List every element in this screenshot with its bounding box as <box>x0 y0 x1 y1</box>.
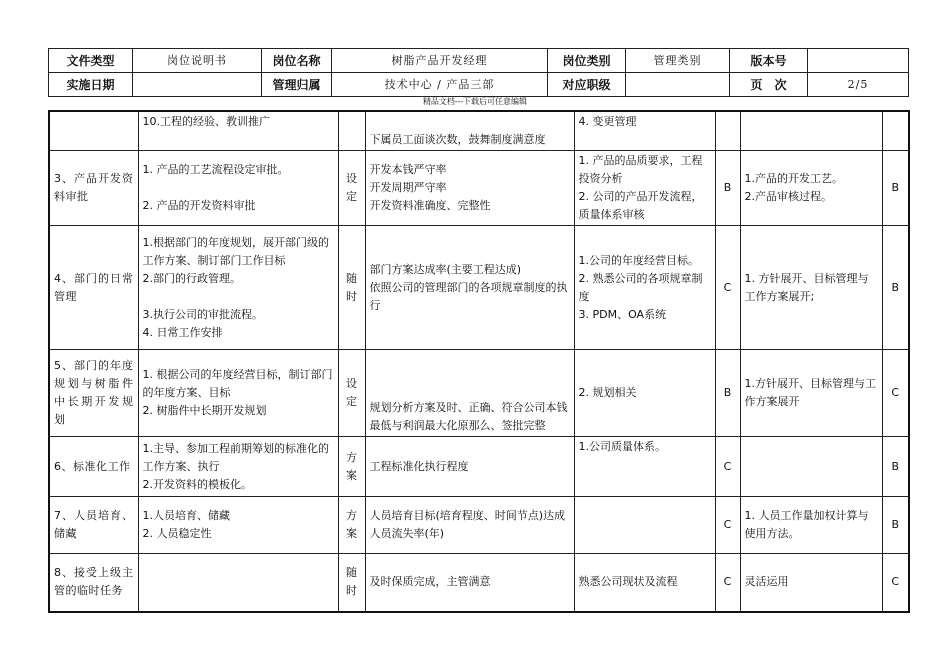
skill-line: 2.产品审核过程。 <box>744 190 832 203</box>
knowledge-line: 4. 变更管理 <box>578 115 637 128</box>
standard-line: 下属员工面谈次数，鼓舞制度满意度 <box>369 133 546 146</box>
knowledge-line: 2. 熟悉公司的各项规章制度 <box>578 271 703 303</box>
duty-frequency: 设定 <box>338 151 365 226</box>
required-skill <box>740 554 882 612</box>
duty-content <box>138 554 338 612</box>
standard-line: 开发本钱严守率 <box>369 163 447 176</box>
required-knowledge <box>574 226 715 350</box>
file-type-value: 岗位说明书 <box>133 49 262 73</box>
content-line: 10.工程的经验、教训推广 <box>142 115 270 128</box>
content-line: 2. 人员稳定性 <box>142 527 212 540</box>
content-line: 2. 树脂件中长期开发规划 <box>142 404 267 417</box>
skill-level: B <box>882 226 909 350</box>
duty-row <box>49 151 909 226</box>
content-line <box>143 288 334 306</box>
duty-content <box>138 497 338 554</box>
work-standard <box>365 554 574 612</box>
required-skill <box>740 151 882 226</box>
skill-level: B <box>882 151 909 226</box>
implementation-date-label: 实施日期 <box>49 73 133 97</box>
implementation-date-value <box>133 73 262 97</box>
skill-level <box>882 111 909 151</box>
content-line <box>143 179 334 197</box>
knowledge-level <box>715 111 740 151</box>
duty-name: 3、产品开发资料审批 <box>49 151 138 226</box>
work-standard <box>365 437 574 497</box>
duty-row <box>49 226 909 350</box>
duty-name: 5、部门的年度规划与树脂件中长期开发规划 <box>49 350 138 437</box>
content-line: 2.开发资料的模板化。 <box>142 477 252 491</box>
knowledge-line: 1. 产品的品质要求，工程投资分析 <box>578 154 703 185</box>
duty-content <box>138 437 338 497</box>
work-standard <box>365 350 574 437</box>
knowledge-line: 2. 规划相关 <box>578 386 637 399</box>
standard-line: 人员流失率(年) <box>369 527 445 540</box>
content-line: 1. 根据公司的年度经营目标，制订部门的年度方案、目标 <box>142 368 333 399</box>
management-value: 技术中心 / 产品三部 <box>332 73 548 97</box>
duty-row <box>49 437 909 497</box>
content-line: 1.主导、参加工程前期筹划的标准化的工作方案、执行 <box>142 441 329 473</box>
standard-line: 开发资料准确度、完整性 <box>369 199 491 212</box>
duty-frequency: 设定 <box>338 350 365 437</box>
duty-name: 6、标准化工作 <box>49 437 138 497</box>
required-skill <box>740 497 882 554</box>
knowledge-line: 2. 公司的产品开发流程，质量体系审核 <box>578 190 703 221</box>
version-value <box>808 49 909 73</box>
knowledge-line: 3. PDM、OA系统 <box>578 307 667 321</box>
duty-row <box>49 554 909 612</box>
required-knowledge <box>574 350 715 437</box>
required-knowledge <box>574 437 715 497</box>
position-name-label: 岗位名称 <box>262 49 332 73</box>
skill-line: 1.方针展开、目标管理与工作方案展开 <box>744 377 876 408</box>
skill-level: C <box>882 554 909 612</box>
required-skill <box>740 226 882 350</box>
required-skill <box>740 437 882 497</box>
duty-frequency: 方案 <box>338 497 365 554</box>
work-standard <box>365 151 574 226</box>
duty-frequency: 方案 <box>338 437 365 497</box>
standard-line: 及时保质完成，主管满意 <box>369 575 491 589</box>
content-line: 3.执行公司的审批流程。 <box>142 307 263 321</box>
duty-name <box>49 111 138 151</box>
knowledge-level: B <box>715 350 740 437</box>
knowledge-line: 熟悉公司现状及流程 <box>578 575 678 589</box>
page-label: 页 次 <box>730 73 808 97</box>
required-skill <box>740 111 882 151</box>
content-line: 1.人员培育、储藏 <box>142 509 230 522</box>
skill-line: 灵活运用 <box>744 575 789 589</box>
required-knowledge <box>574 497 715 554</box>
skill-line: 1.产品的开发工艺。 <box>744 172 843 185</box>
knowledge-level: C <box>715 497 740 554</box>
version-label: 版本号 <box>730 49 808 73</box>
header-row-2 <box>49 73 909 97</box>
header-row-1 <box>49 49 909 73</box>
work-standard <box>365 497 574 554</box>
position-category-label: 岗位类别 <box>548 49 626 73</box>
duty-table <box>48 110 910 613</box>
duty-row <box>49 111 909 151</box>
work-standard <box>365 111 574 151</box>
duty-row <box>49 350 909 437</box>
duty-name: 4、部门的日常管理 <box>49 226 138 350</box>
content-line: 1. 产品的工艺流程设定审批。 <box>142 163 289 176</box>
content-line: 2. 产品的开发资料审批 <box>142 199 256 212</box>
file-type-label: 文件类型 <box>49 49 133 73</box>
skill-level: C <box>882 350 909 437</box>
management-label: 管理归属 <box>262 73 332 97</box>
duty-content <box>138 226 338 350</box>
knowledge-level: C <box>715 226 740 350</box>
position-name-value: 树脂产品开发经理 <box>332 49 548 73</box>
duty-content <box>138 350 338 437</box>
download-note: 精品文档---下载后可任意编辑 <box>422 97 528 106</box>
standard-line: 部门方案达成率(主要工程达成) <box>369 262 522 276</box>
rank-label: 对应职级 <box>548 73 626 97</box>
required-knowledge <box>574 151 715 226</box>
standard-line: 规划分析方案及时、正确、符合公司本钱最低与利润最大化原那么、签批完整 <box>369 401 568 432</box>
skill-level: B <box>882 497 909 554</box>
duty-content <box>138 111 338 151</box>
knowledge-level: C <box>715 554 740 612</box>
duty-frequency: 随时 <box>338 554 365 612</box>
duty-frequency: 随时 <box>338 226 365 350</box>
required-knowledge <box>574 554 715 612</box>
standard-line: 工程标准化执行程度 <box>369 459 469 473</box>
duty-row <box>49 497 909 554</box>
work-standard <box>365 226 574 350</box>
content-line: 1.根据部门的年度规划，展开部门级的工作方案、制订部门工作目标 <box>142 235 329 267</box>
knowledge-level: B <box>715 151 740 226</box>
standard-line <box>370 113 570 131</box>
position-category-value: 管理类别 <box>626 49 730 73</box>
content-line: 2.部门的行政管理。 <box>142 271 241 285</box>
skill-line: 1. 人员工作量加权计算与使用方法。 <box>744 509 869 540</box>
knowledge-line: 1.公司的年度经营目标。 <box>578 253 699 267</box>
standard-line: 开发周期严守率 <box>369 181 447 194</box>
skill-line: 1. 方针展开、目标管理与工作方案展开; <box>744 271 869 303</box>
rank-value <box>626 73 730 97</box>
header-table <box>48 48 909 97</box>
duty-name: 8、接受上级主管的临时任务 <box>49 554 138 612</box>
knowledge-level: C <box>715 437 740 497</box>
standard-line: 依照公司的管理部门的各项规章制度的执行 <box>369 280 568 312</box>
standard-line: 人员培育目标(培育程度、时间节点)达成 <box>369 509 566 522</box>
duty-name: 7、人员培育、储藏 <box>49 497 138 554</box>
skill-level: B <box>882 437 909 497</box>
duty-frequency <box>338 111 365 151</box>
knowledge-line: 1.公司质量体系。 <box>578 440 666 453</box>
duty-content <box>138 151 338 226</box>
required-skill <box>740 350 882 437</box>
required-knowledge <box>574 111 715 151</box>
page-value: 2/5 <box>808 73 909 97</box>
content-line: 4. 日常工作安排 <box>142 325 223 339</box>
